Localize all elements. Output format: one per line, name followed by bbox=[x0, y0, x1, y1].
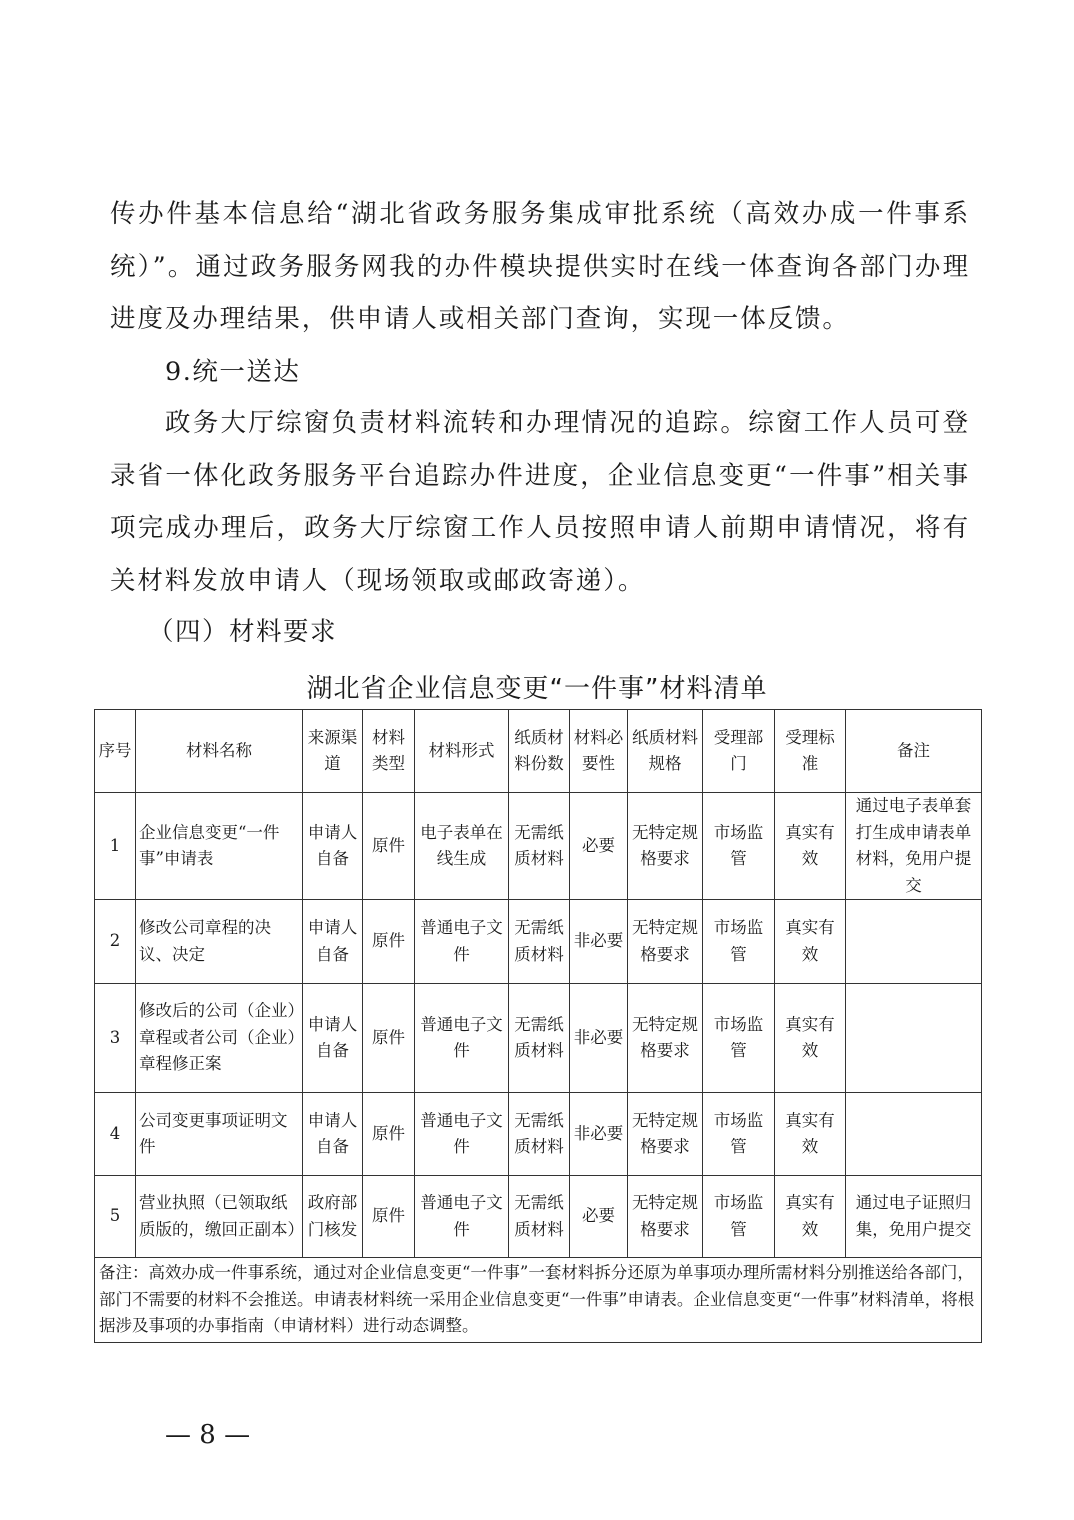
cell-standard: 真实有效 bbox=[775, 900, 846, 984]
cell-remark bbox=[846, 984, 982, 1093]
cell-copies: 无需纸质材料 bbox=[509, 900, 570, 984]
table-row bbox=[95, 1093, 982, 1176]
cell-name: 修改后的公司（企业）章程或者公司（企业）章程修正案 bbox=[136, 984, 303, 1093]
cell-dept: 市场监管 bbox=[703, 793, 775, 900]
cell-no: 4 bbox=[95, 1093, 136, 1176]
cell-type: 原件 bbox=[363, 793, 415, 900]
cell-type: 原件 bbox=[363, 900, 415, 984]
cell-no: 2 bbox=[95, 900, 136, 984]
cell-name: 企业信息变更“一件事”申请表 bbox=[136, 793, 303, 900]
table-row bbox=[95, 900, 982, 984]
cell-spec: 无特定规格要求 bbox=[628, 793, 703, 900]
cell-form: 电子表单在线生成 bbox=[415, 793, 509, 900]
cell-type: 原件 bbox=[363, 1093, 415, 1176]
cell-spec: 无特定规格要求 bbox=[628, 984, 703, 1093]
header-no: 序号 bbox=[95, 710, 136, 793]
cell-necessity: 非必要 bbox=[570, 984, 628, 1093]
cell-copies: 无需纸质材料 bbox=[509, 1176, 570, 1258]
cell-name: 修改公司章程的决议、决定 bbox=[136, 900, 303, 984]
cell-remark: 通过电子证照归集，免用户提交 bbox=[846, 1176, 982, 1258]
page-number: — 8 — bbox=[165, 1420, 251, 1450]
cell-copies: 无需纸质材料 bbox=[509, 793, 570, 900]
cell-dept: 市场监管 bbox=[703, 900, 775, 984]
cell-dept: 市场监管 bbox=[703, 984, 775, 1093]
cell-source: 申请人自备 bbox=[303, 900, 363, 984]
cell-spec: 无特定规格要求 bbox=[628, 900, 703, 984]
cell-form: 普通电子文件 bbox=[415, 984, 509, 1093]
header-name: 材料名称 bbox=[136, 710, 303, 793]
cell-source: 申请人自备 bbox=[303, 984, 363, 1093]
header-form: 材料形式 bbox=[415, 710, 509, 793]
header-necessity: 材料必要性 bbox=[570, 710, 628, 793]
cell-spec: 无特定规格要求 bbox=[628, 1176, 703, 1258]
cell-form: 普通电子文件 bbox=[415, 1176, 509, 1258]
cell-necessity: 必要 bbox=[570, 793, 628, 900]
header-copies: 纸质材料份数 bbox=[509, 710, 570, 793]
cell-necessity: 非必要 bbox=[570, 1093, 628, 1176]
cell-necessity: 非必要 bbox=[570, 900, 628, 984]
table-row bbox=[95, 984, 982, 1093]
cell-form: 普通电子文件 bbox=[415, 900, 509, 984]
cell-remark bbox=[846, 900, 982, 984]
cell-source: 政府部门核发 bbox=[303, 1176, 363, 1258]
cell-remark: 通过电子表单套打生成申请表单材料，免用户提交 bbox=[846, 793, 982, 900]
table-title: 湖北省企业信息变更“一件事”材料清单 bbox=[306, 674, 768, 704]
cell-standard: 真实有效 bbox=[775, 984, 846, 1093]
cell-no: 1 bbox=[95, 793, 136, 900]
header-standard: 受理标准 bbox=[775, 710, 846, 793]
section-heading-unified-delivery: 9.统一送达 bbox=[165, 357, 301, 387]
cell-type: 原件 bbox=[363, 1176, 415, 1258]
header-spec: 纸质材料规格 bbox=[628, 710, 703, 793]
cell-spec: 无特定规格要求 bbox=[628, 1093, 703, 1176]
table-footnote-row bbox=[95, 1258, 982, 1343]
cell-copies: 无需纸质材料 bbox=[509, 1093, 570, 1176]
paragraph-delivery: 政务大厅综窗负责材料流转和办理情况的追踪。综窗工作人员可登录省一体化政务服务平台追踪办件进度，企业信息变更“一件事”相关事项完成办理后，政务大厅综窗工作人员按照申请人前期申请情况，将有关材料发放申请人（现场领取或邮政寄递）。 bbox=[110, 408, 970, 596]
cell-dept: 市场监管 bbox=[703, 1176, 775, 1258]
section-heading-material-requirements: （四）材料要求 bbox=[148, 617, 338, 647]
cell-type: 原件 bbox=[363, 984, 415, 1093]
cell-necessity: 必要 bbox=[570, 1176, 628, 1258]
table-row bbox=[95, 793, 982, 900]
cell-source: 申请人自备 bbox=[303, 1093, 363, 1176]
cell-standard: 真实有效 bbox=[775, 1176, 846, 1258]
header-dept: 受理部门 bbox=[703, 710, 775, 793]
cell-name: 公司变更事项证明文件 bbox=[136, 1093, 303, 1176]
table-header-row bbox=[95, 710, 982, 793]
cell-standard: 真实有效 bbox=[775, 793, 846, 900]
header-source: 来源渠道 bbox=[303, 710, 363, 793]
materials-table bbox=[94, 709, 982, 1343]
table-footnote: 备注：高效办成一件事系统，通过对企业信息变更“一件事”一套材料拆分还原为单事项办理所需材料分别推送给各部门，部门不需要的材料不会推送。申请表材料统一采用企业信息变更“一件事”申请表。企业信息变更“一件事”材料清单，将根据涉及事项的办事指南（申请材料）进行动态调整。 bbox=[95, 1258, 982, 1343]
cell-no: 5 bbox=[95, 1176, 136, 1258]
cell-remark bbox=[846, 1093, 982, 1176]
table-row bbox=[95, 1176, 982, 1258]
cell-name: 营业执照（已领取纸质版的，缴回正副本） bbox=[136, 1176, 303, 1258]
cell-source: 申请人自备 bbox=[303, 793, 363, 900]
cell-standard: 真实有效 bbox=[775, 1093, 846, 1176]
paragraph-feedback: 传办件基本信息给“湖北省政务服务集成审批系统（高效办成一件事系统）”。通过政务服务网我的办件模块提供实时在线一体查询各部门办理进度及办理结果，供申请人或相关部门查询，实现一体反馈。 bbox=[110, 199, 970, 334]
cell-form: 普通电子文件 bbox=[415, 1093, 509, 1176]
cell-dept: 市场监管 bbox=[703, 1093, 775, 1176]
header-remark: 备注 bbox=[846, 710, 982, 793]
cell-no: 3 bbox=[95, 984, 136, 1093]
header-type: 材料类型 bbox=[363, 710, 415, 793]
cell-copies: 无需纸质材料 bbox=[509, 984, 570, 1093]
